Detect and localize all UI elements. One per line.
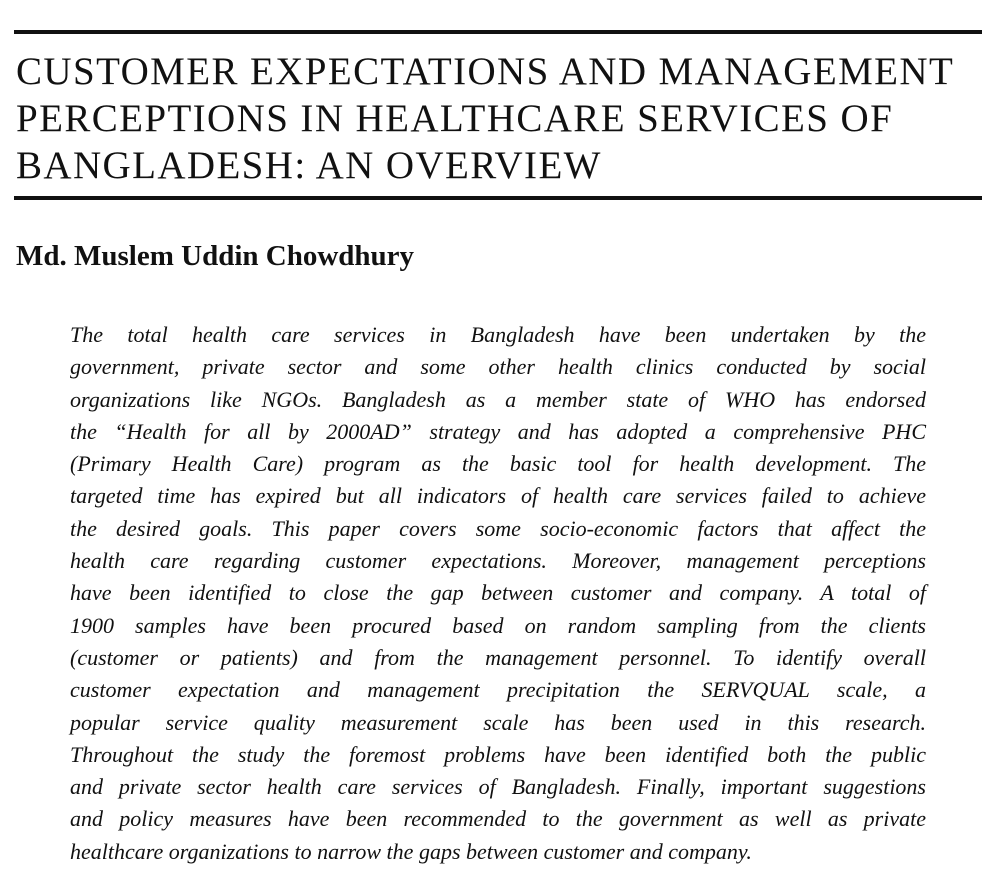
abstract-line: healthcare organizations to narrow the gaps between customer and company. [70, 838, 752, 864]
abstract-line: Throughout the study the foremost problems have been identified both the public [70, 741, 926, 767]
abstract-line: have been identified to close the gap between customer and company. A total of [70, 580, 926, 606]
abstract-line: 1900 samples have been procured based on random sampling from the clients [70, 612, 926, 638]
abstract-line: the “Health for all by 2000AD” strategy and has adopted a comprehensive PHC [70, 418, 926, 444]
abstract-line: organizations like NGOs. Bangladesh as a member state of WHO has endorsed [70, 386, 926, 412]
abstract-line: health care regarding customer expectations. Moreover, management perceptions [70, 548, 926, 574]
title-bottom-rule [14, 196, 982, 200]
abstract-line: targeted time has expired but all indicators of health care services failed to achieve [70, 483, 926, 509]
abstract-line: customer expectation and management precipitation the SERVQUAL scale, a [70, 677, 926, 703]
title-line: PERCEPTIONS IN HEALTHCARE SERVICES OF [16, 97, 894, 140]
title-line: BANGLADESH: AN OVERVIEW [16, 144, 602, 187]
author-name: Md. Muslem Uddin Chowdhury [16, 240, 415, 272]
abstract [70, 319, 926, 868]
abstract-line: (Primary Health Care) program as the basic tool for health development. The [70, 451, 926, 477]
abstract-line: The total health care services in Bangladesh have been undertaken by the [70, 322, 926, 347]
abstract-line: government, private sector and some other health clinics conducted by social [70, 354, 926, 380]
abstract-line: the desired goals. This paper covers some socio-economic factors that affect the [70, 515, 926, 541]
abstract-line: and private sector health care services of Bangladesh. Finally, important suggestions [70, 774, 926, 800]
title-top-rule [14, 30, 982, 34]
title-line: CUSTOMER EXPECTATIONS AND MANAGEMENT [16, 50, 955, 93]
abstract-line: and policy measures have been recommended to the government as well as private [70, 806, 926, 832]
abstract-line: popular service quality measurement scale has been used in this research. [70, 709, 926, 735]
abstract-line: (customer or patients) and from the management personnel. To identify overall [70, 644, 926, 670]
paper-title [16, 48, 982, 189]
